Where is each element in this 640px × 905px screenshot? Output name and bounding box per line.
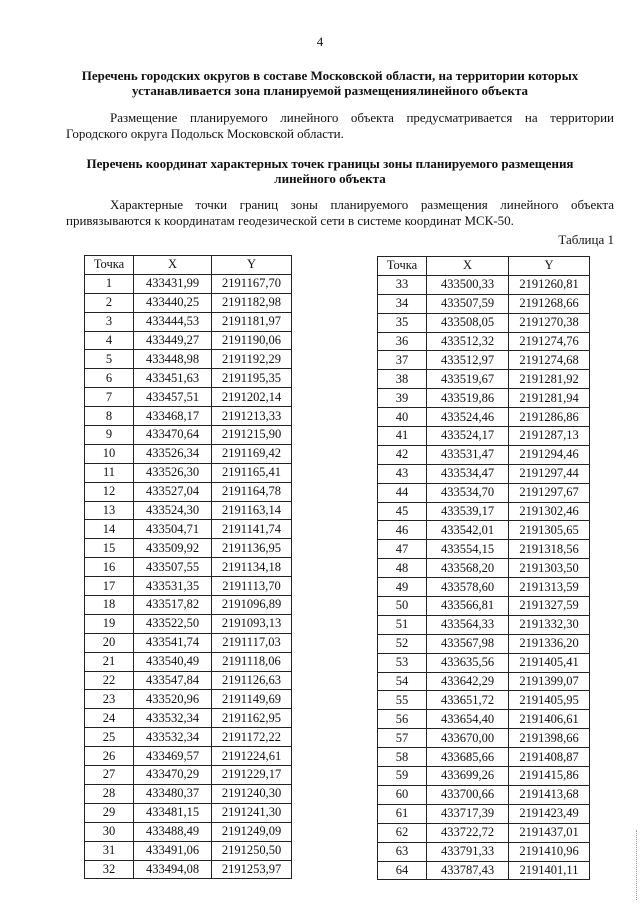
x-coordinate-cell: 433526,30 — [134, 463, 212, 482]
table-row — [85, 369, 292, 388]
point-cell: 17 — [85, 577, 134, 596]
y-coordinate-cell: 2191195,35 — [212, 369, 292, 388]
point-cell: 42 — [378, 445, 427, 464]
table-row — [378, 804, 590, 823]
point-cell: 31 — [85, 841, 134, 860]
point-cell: 53 — [378, 653, 427, 672]
y-coordinate-cell: 2191241,30 — [212, 803, 292, 822]
x-coordinate-cell: 433578,60 — [427, 578, 509, 597]
x-coordinate-cell: 433507,59 — [427, 294, 509, 313]
point-cell: 47 — [378, 540, 427, 559]
table-row — [85, 803, 292, 822]
x-coordinate-cell: 433512,32 — [427, 332, 509, 351]
y-coordinate-cell: 2191303,50 — [509, 559, 590, 578]
table-row — [378, 842, 590, 861]
x-coordinate-cell: 433517,82 — [134, 596, 212, 615]
y-coordinate-cell: 2191260,81 — [509, 275, 590, 294]
y-coordinate-cell: 2191413,68 — [509, 785, 590, 804]
point-cell: 58 — [378, 748, 427, 767]
table-row — [85, 482, 292, 501]
table-row — [85, 293, 292, 312]
point-cell: 39 — [378, 389, 427, 408]
y-coordinate-cell: 2191286,86 — [509, 408, 590, 427]
x-coordinate-cell: 433717,39 — [427, 804, 509, 823]
table-row — [85, 577, 292, 596]
paragraph-coordinate-system: Характерные точки границ зоны планируемого размещения линейного объекта привязываются к координатам геодезической сети в системе координат МСК-50. — [66, 197, 614, 228]
y-coordinate-cell: 2191093,13 — [212, 614, 292, 633]
y-coordinate-cell: 2191167,70 — [212, 274, 292, 293]
x-coordinate-cell: 433642,29 — [427, 672, 509, 691]
table-row — [378, 653, 590, 672]
column-header-x: X — [134, 256, 212, 275]
table-row — [85, 407, 292, 426]
x-coordinate-cell: 433564,33 — [427, 615, 509, 634]
point-cell: 56 — [378, 710, 427, 729]
point-cell: 24 — [85, 709, 134, 728]
y-coordinate-cell: 2191096,89 — [212, 596, 292, 615]
x-coordinate-cell: 433520,96 — [134, 690, 212, 709]
x-coordinate-cell: 433470,64 — [134, 426, 212, 445]
x-coordinate-cell: 433504,71 — [134, 520, 212, 539]
y-coordinate-cell: 2191202,14 — [212, 388, 292, 407]
x-coordinate-cell: 433539,17 — [427, 502, 509, 521]
x-coordinate-cell: 433524,30 — [134, 501, 212, 520]
y-coordinate-cell: 2191118,06 — [212, 652, 292, 671]
point-cell: 26 — [85, 747, 134, 766]
table-row — [85, 501, 292, 520]
y-coordinate-cell: 2191117,03 — [212, 633, 292, 652]
table-row — [378, 427, 590, 446]
table-row — [378, 521, 590, 540]
table-row — [378, 823, 590, 842]
point-cell: 15 — [85, 539, 134, 558]
x-coordinate-cell: 433519,86 — [427, 389, 509, 408]
column-header-x: X — [427, 257, 509, 276]
x-coordinate-cell: 433534,47 — [427, 464, 509, 483]
point-cell: 23 — [85, 690, 134, 709]
table-label: Таблица 1 — [558, 232, 614, 247]
table-row — [378, 483, 590, 502]
point-cell: 8 — [85, 407, 134, 426]
x-coordinate-cell: 433699,26 — [427, 767, 509, 786]
x-coordinate-cell: 433451,63 — [134, 369, 212, 388]
y-coordinate-cell: 2191164,78 — [212, 482, 292, 501]
x-coordinate-cell: 433567,98 — [427, 634, 509, 653]
point-cell: 29 — [85, 803, 134, 822]
x-coordinate-cell: 433468,17 — [134, 407, 212, 426]
y-coordinate-cell: 2191336,20 — [509, 634, 590, 653]
x-coordinate-cell: 433440,25 — [134, 293, 212, 312]
x-coordinate-cell: 433469,57 — [134, 747, 212, 766]
x-coordinate-cell: 433491,06 — [134, 841, 212, 860]
point-cell: 62 — [378, 823, 427, 842]
y-coordinate-cell: 2191165,41 — [212, 463, 292, 482]
x-coordinate-cell: 433532,34 — [134, 709, 212, 728]
y-coordinate-cell: 2191408,87 — [509, 748, 590, 767]
point-cell: 35 — [378, 313, 427, 332]
point-cell: 10 — [85, 444, 134, 463]
y-coordinate-cell: 2191253,97 — [212, 860, 292, 879]
table-row — [378, 540, 590, 559]
y-coordinate-cell: 2191274,76 — [509, 332, 590, 351]
x-coordinate-cell: 433481,15 — [134, 803, 212, 822]
point-cell: 40 — [378, 408, 427, 427]
table-row — [85, 558, 292, 577]
coordinates-table-right — [377, 256, 590, 880]
table-row — [85, 444, 292, 463]
table-row — [378, 313, 590, 332]
table-row — [378, 294, 590, 313]
point-cell: 57 — [378, 729, 427, 748]
y-coordinate-cell: 2191136,95 — [212, 539, 292, 558]
table-row — [378, 615, 590, 634]
x-coordinate-cell: 433457,51 — [134, 388, 212, 407]
x-coordinate-cell: 433787,43 — [427, 861, 509, 880]
table-row — [85, 747, 292, 766]
table-row — [85, 312, 292, 331]
table-row — [378, 502, 590, 521]
table-row — [378, 634, 590, 653]
point-cell: 59 — [378, 767, 427, 786]
point-cell: 36 — [378, 332, 427, 351]
table-row — [378, 767, 590, 786]
point-cell: 34 — [378, 294, 427, 313]
point-cell: 50 — [378, 597, 427, 616]
y-coordinate-cell: 2191318,56 — [509, 540, 590, 559]
table-row — [85, 822, 292, 841]
y-coordinate-cell: 2191313,59 — [509, 578, 590, 597]
x-coordinate-cell: 433444,53 — [134, 312, 212, 331]
y-coordinate-cell: 2191213,33 — [212, 407, 292, 426]
page-number: 4 — [316, 34, 324, 49]
point-cell: 25 — [85, 728, 134, 747]
table-row — [85, 539, 292, 558]
y-coordinate-cell: 2191113,70 — [212, 577, 292, 596]
point-cell: 45 — [378, 502, 427, 521]
heading-coordinates-list: Перечень координат характерных точек границы зоны планируемого размещения линейного объекта — [86, 156, 574, 186]
x-coordinate-cell: 433509,92 — [134, 539, 212, 558]
y-coordinate-cell: 2191415,86 — [509, 767, 590, 786]
x-coordinate-cell: 433494,08 — [134, 860, 212, 879]
point-cell: 60 — [378, 785, 427, 804]
y-coordinate-cell: 2191406,61 — [509, 710, 590, 729]
coordinates-table-left — [84, 255, 292, 879]
point-cell: 30 — [85, 822, 134, 841]
x-coordinate-cell: 433547,84 — [134, 671, 212, 690]
point-cell: 2 — [85, 293, 134, 312]
table-row — [378, 332, 590, 351]
table-row — [378, 351, 590, 370]
table-row — [378, 710, 590, 729]
x-coordinate-cell: 433541,74 — [134, 633, 212, 652]
y-coordinate-cell: 2191410,96 — [509, 842, 590, 861]
x-coordinate-cell: 433700,66 — [427, 785, 509, 804]
point-cell: 52 — [378, 634, 427, 653]
y-coordinate-cell: 2191332,30 — [509, 615, 590, 634]
x-coordinate-cell: 433568,20 — [427, 559, 509, 578]
table-row — [378, 464, 590, 483]
y-coordinate-cell: 2191182,98 — [212, 293, 292, 312]
table-row — [85, 671, 292, 690]
table-row — [85, 596, 292, 615]
table-row — [85, 841, 292, 860]
x-coordinate-cell: 433512,97 — [427, 351, 509, 370]
table-row — [85, 331, 292, 350]
point-cell: 28 — [85, 784, 134, 803]
point-cell: 51 — [378, 615, 427, 634]
scan-edge-mark — [636, 830, 638, 900]
x-coordinate-cell: 433554,15 — [427, 540, 509, 559]
y-coordinate-cell: 2191281,94 — [509, 389, 590, 408]
x-coordinate-cell: 433722,72 — [427, 823, 509, 842]
table-row — [378, 785, 590, 804]
point-cell: 12 — [85, 482, 134, 501]
point-cell: 33 — [378, 275, 427, 294]
y-coordinate-cell: 2191169,42 — [212, 444, 292, 463]
table-row — [378, 597, 590, 616]
table-row — [378, 445, 590, 464]
point-cell: 11 — [85, 463, 134, 482]
point-cell: 7 — [85, 388, 134, 407]
table-row — [378, 729, 590, 748]
point-cell: 13 — [85, 501, 134, 520]
table-row — [378, 559, 590, 578]
x-coordinate-cell: 433685,66 — [427, 748, 509, 767]
y-coordinate-cell: 2191229,17 — [212, 766, 292, 785]
y-coordinate-cell: 2191190,06 — [212, 331, 292, 350]
x-coordinate-cell: 433508,05 — [427, 313, 509, 332]
point-cell: 20 — [85, 633, 134, 652]
table-row — [85, 766, 292, 785]
x-coordinate-cell: 433431,99 — [134, 274, 212, 293]
point-cell: 4 — [85, 331, 134, 350]
y-coordinate-cell: 2191274,68 — [509, 351, 590, 370]
point-cell: 19 — [85, 614, 134, 633]
y-coordinate-cell: 2191192,29 — [212, 350, 292, 369]
column-header-y: Y — [212, 256, 292, 275]
column-header-y: Y — [509, 257, 590, 276]
table-row — [378, 748, 590, 767]
heading-municipal-districts: Перечень городских округов в составе Московской области, на территории которых устанавливается зона планируемой размещениялинейного объекта — [81, 68, 579, 98]
y-coordinate-cell: 2191181,97 — [212, 312, 292, 331]
x-coordinate-cell: 433670,00 — [427, 729, 509, 748]
x-coordinate-cell: 433449,27 — [134, 331, 212, 350]
y-coordinate-cell: 2191281,92 — [509, 370, 590, 389]
y-coordinate-cell: 2191297,67 — [509, 483, 590, 502]
x-coordinate-cell: 433540,49 — [134, 652, 212, 671]
x-coordinate-cell: 433635,56 — [427, 653, 509, 672]
paragraph-placement: Размещение планируемого линейного объекта предусматривается на территории Городского округа Подольск Московской области. — [66, 110, 614, 141]
table-row — [378, 389, 590, 408]
column-header-point: Точка — [378, 257, 427, 276]
point-cell: 5 — [85, 350, 134, 369]
table-row — [85, 350, 292, 369]
point-cell: 49 — [378, 578, 427, 597]
table-row — [85, 690, 292, 709]
point-cell: 16 — [85, 558, 134, 577]
x-coordinate-cell: 433791,33 — [427, 842, 509, 861]
table-row — [85, 274, 292, 293]
table-row — [85, 520, 292, 539]
table-row — [85, 633, 292, 652]
y-coordinate-cell: 2191149,69 — [212, 690, 292, 709]
point-cell: 41 — [378, 427, 427, 446]
table-row — [85, 652, 292, 671]
y-coordinate-cell: 2191327,59 — [509, 597, 590, 616]
point-cell: 38 — [378, 370, 427, 389]
point-cell: 44 — [378, 483, 427, 502]
x-coordinate-cell: 433524,46 — [427, 408, 509, 427]
point-cell: 37 — [378, 351, 427, 370]
y-coordinate-cell: 2191437,01 — [509, 823, 590, 842]
x-coordinate-cell: 433534,70 — [427, 483, 509, 502]
point-cell: 61 — [378, 804, 427, 823]
point-cell: 43 — [378, 464, 427, 483]
y-coordinate-cell: 2191401,11 — [509, 861, 590, 880]
point-cell: 21 — [85, 652, 134, 671]
table-row — [378, 672, 590, 691]
x-coordinate-cell: 433448,98 — [134, 350, 212, 369]
y-coordinate-cell: 2191399,07 — [509, 672, 590, 691]
table-header-row — [378, 257, 590, 276]
point-cell: 32 — [85, 860, 134, 879]
table-header-row — [85, 256, 292, 275]
y-coordinate-cell: 2191250,50 — [212, 841, 292, 860]
y-coordinate-cell: 2191163,14 — [212, 501, 292, 520]
y-coordinate-cell: 2191297,44 — [509, 464, 590, 483]
x-coordinate-cell: 433527,04 — [134, 482, 212, 501]
x-coordinate-cell: 433470,29 — [134, 766, 212, 785]
y-coordinate-cell: 2191268,66 — [509, 294, 590, 313]
point-cell: 1 — [85, 274, 134, 293]
table-row — [85, 388, 292, 407]
y-coordinate-cell: 2191423,49 — [509, 804, 590, 823]
x-coordinate-cell: 433526,34 — [134, 444, 212, 463]
point-cell: 46 — [378, 521, 427, 540]
point-cell: 64 — [378, 861, 427, 880]
point-cell: 55 — [378, 691, 427, 710]
point-cell: 48 — [378, 559, 427, 578]
table-row — [85, 463, 292, 482]
y-coordinate-cell: 2191162,95 — [212, 709, 292, 728]
x-coordinate-cell: 433500,33 — [427, 275, 509, 294]
point-cell: 63 — [378, 842, 427, 861]
table-row — [378, 691, 590, 710]
table-row — [378, 578, 590, 597]
table-row — [85, 426, 292, 445]
x-coordinate-cell: 433522,50 — [134, 614, 212, 633]
x-coordinate-cell: 433507,55 — [134, 558, 212, 577]
point-cell: 6 — [85, 369, 134, 388]
y-coordinate-cell: 2191287,13 — [509, 427, 590, 446]
point-cell: 27 — [85, 766, 134, 785]
table-row — [378, 370, 590, 389]
y-coordinate-cell: 2191126,63 — [212, 671, 292, 690]
y-coordinate-cell: 2191172,22 — [212, 728, 292, 747]
table-row — [378, 275, 590, 294]
y-coordinate-cell: 2191240,30 — [212, 784, 292, 803]
y-coordinate-cell: 2191134,18 — [212, 558, 292, 577]
y-coordinate-cell: 2191224,61 — [212, 747, 292, 766]
table-row — [378, 861, 590, 880]
y-coordinate-cell: 2191305,65 — [509, 521, 590, 540]
y-coordinate-cell: 2191141,74 — [212, 520, 292, 539]
x-coordinate-cell: 433542,01 — [427, 521, 509, 540]
y-coordinate-cell: 2191270,38 — [509, 313, 590, 332]
table-row — [85, 860, 292, 879]
y-coordinate-cell: 2191215,90 — [212, 426, 292, 445]
point-cell: 54 — [378, 672, 427, 691]
x-coordinate-cell: 433566,81 — [427, 597, 509, 616]
table-row — [378, 408, 590, 427]
point-cell: 18 — [85, 596, 134, 615]
table-row — [85, 728, 292, 747]
y-coordinate-cell: 2191249,09 — [212, 822, 292, 841]
point-cell: 9 — [85, 426, 134, 445]
point-cell: 22 — [85, 671, 134, 690]
x-coordinate-cell: 433519,67 — [427, 370, 509, 389]
table-row — [85, 709, 292, 728]
point-cell: 3 — [85, 312, 134, 331]
x-coordinate-cell: 433480,37 — [134, 784, 212, 803]
y-coordinate-cell: 2191398,66 — [509, 729, 590, 748]
x-coordinate-cell: 433524,17 — [427, 427, 509, 446]
x-coordinate-cell: 433488,49 — [134, 822, 212, 841]
x-coordinate-cell: 433531,47 — [427, 445, 509, 464]
y-coordinate-cell: 2191294,46 — [509, 445, 590, 464]
table-row — [85, 614, 292, 633]
y-coordinate-cell: 2191302,46 — [509, 502, 590, 521]
point-cell: 14 — [85, 520, 134, 539]
y-coordinate-cell: 2191405,41 — [509, 653, 590, 672]
x-coordinate-cell: 433651,72 — [427, 691, 509, 710]
column-header-point: Точка — [85, 256, 134, 275]
x-coordinate-cell: 433531,35 — [134, 577, 212, 596]
x-coordinate-cell: 433654,40 — [427, 710, 509, 729]
table-row — [85, 784, 292, 803]
y-coordinate-cell: 2191405,95 — [509, 691, 590, 710]
x-coordinate-cell: 433532,34 — [134, 728, 212, 747]
